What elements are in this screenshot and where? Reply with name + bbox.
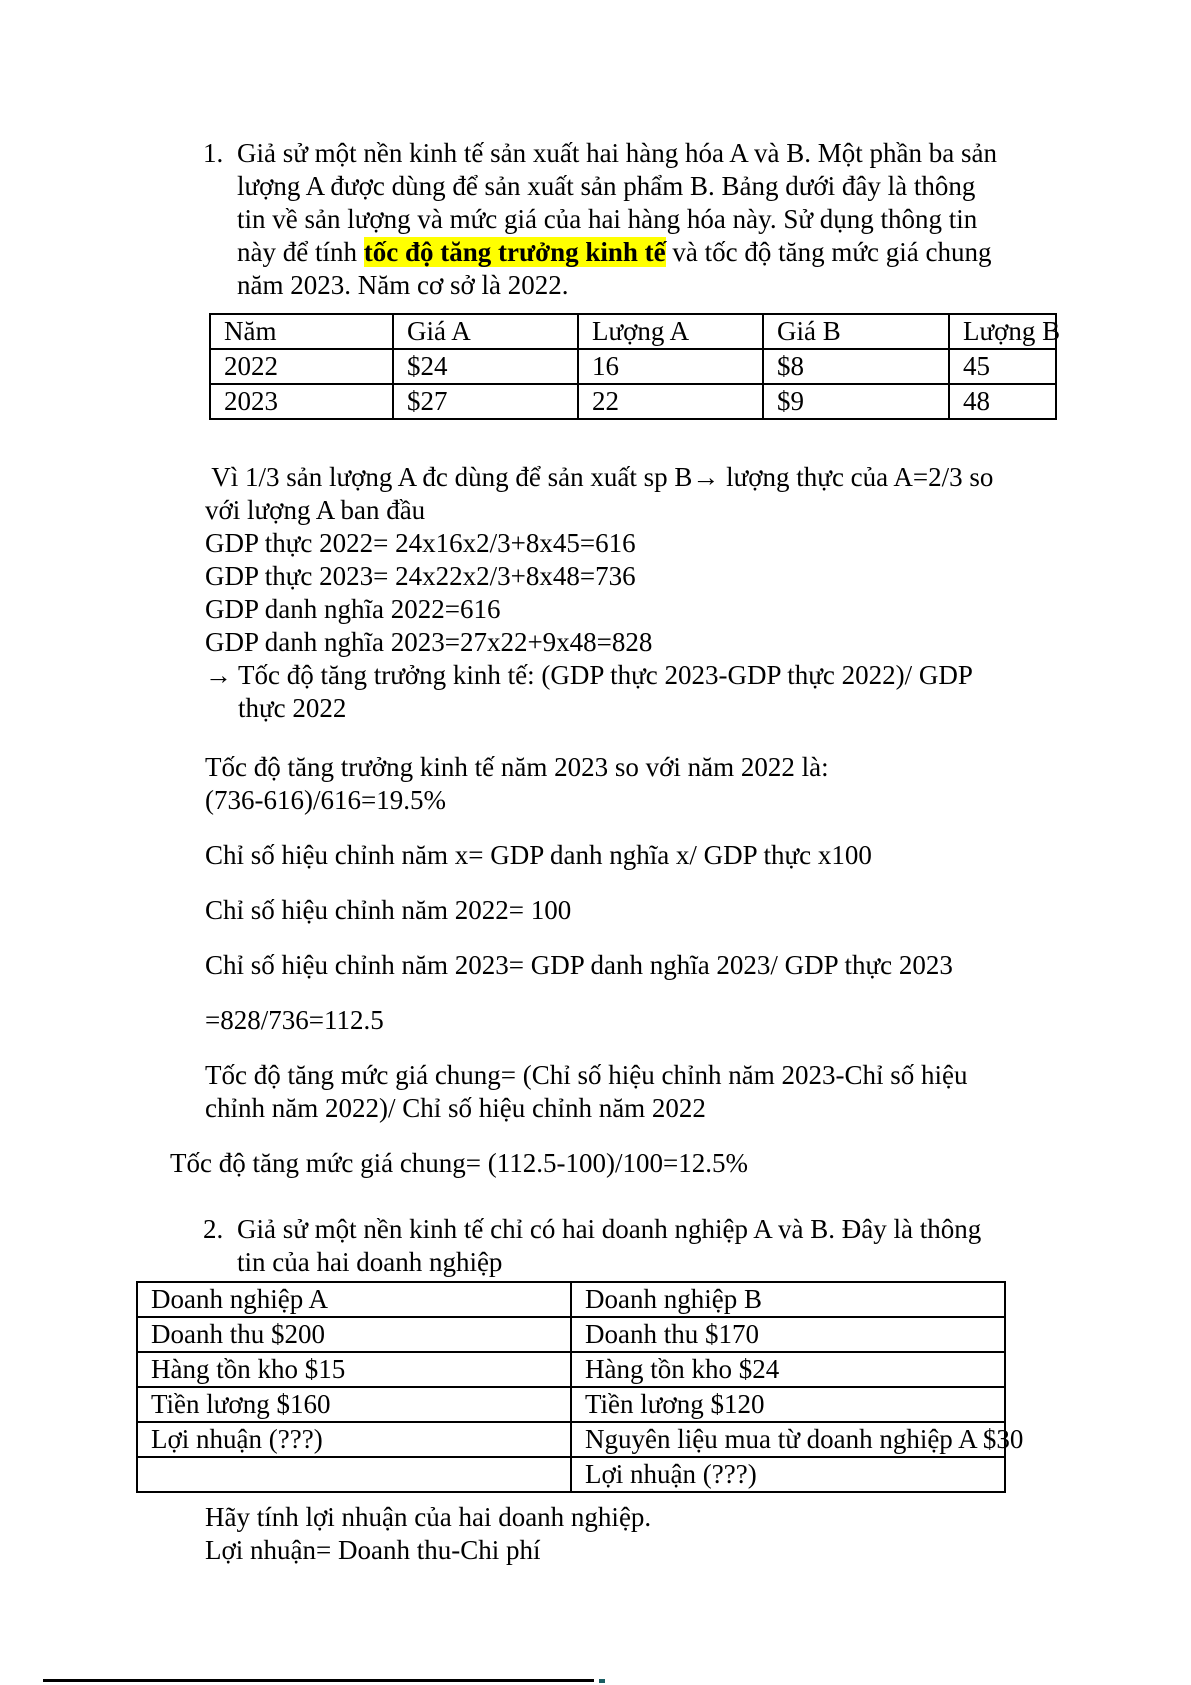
revenue-row: [137, 1317, 1005, 1352]
gdp-real-2023: GDP thực 2023= 24x22x2/3+8x48=736: [205, 561, 636, 591]
problem-1-line-5: năm 2023. Năm cơ sở là 2022.: [237, 270, 569, 300]
cell-year: 2023: [210, 384, 393, 419]
deflator-2023: Chỉ số hiệu chỉnh năm 2023= GDP danh nghĩa 2023/ GDP thực 2023: [205, 950, 953, 980]
table-row-2022: [210, 349, 1056, 384]
price-growth-formula: [205, 1059, 1191, 1125]
firm-a-profit: Lợi nhuận (???): [137, 1422, 571, 1457]
firm-b-inventory: Hàng tồn kho $24: [571, 1352, 1005, 1387]
cell-price-a: $24: [393, 349, 578, 384]
highlighted-phrase: tốc độ tăng trưởng kinh tế: [363, 237, 666, 267]
gdp-real-2022: GDP thực 2022= 24x16x2/3+8x45=616: [205, 528, 636, 558]
firms-header-row: [137, 1282, 1005, 1317]
cell-qty-a: 22: [578, 384, 763, 419]
profit-materials-row: [137, 1422, 1005, 1457]
problem-1-number: 1.: [203, 138, 224, 168]
profit-row: [137, 1457, 1005, 1492]
deflator-formula: Chỉ số hiệu chỉnh năm x= GDP danh nghĩa x/ GDP thực x100: [205, 840, 872, 870]
problem-1-line-3: tin về sản lượng và mức giá của hai hàng hóa này. Sử dụng thông tin: [237, 204, 978, 234]
problem-2: [203, 1213, 1191, 1279]
problem-2-number: 2.: [203, 1214, 224, 1244]
cell-qty-a: 16: [578, 349, 763, 384]
firm-a-revenue: Doanh thu $200: [137, 1317, 571, 1352]
cell-qty-b: 48: [949, 384, 1056, 419]
gdp-nominal-2022: GDP danh nghĩa 2022=616: [205, 594, 501, 624]
remark-line-2: với lượng A ban đầu: [205, 495, 426, 525]
problem-2-line-2: tin của hai doanh nghiệp: [237, 1247, 503, 1277]
firm-b-wages: Tiền lương $120: [571, 1387, 1005, 1422]
problem-2-line-1: Giả sử một nền kinh tế chỉ có hai doanh nghiệp A và B. Đây là thông: [237, 1214, 982, 1244]
firms-table: [136, 1281, 1024, 1493]
outro-line-2: Lợi nhuận= Doanh thu-Chi phí: [205, 1535, 541, 1565]
arrow-icon: →: [205, 660, 232, 690]
price-growth-formula-line-1: Tốc độ tăng mức giá chung= (Chỉ số hiệu chỉnh năm 2023-Chỉ số hiệu: [205, 1060, 968, 1090]
firm-a-wages: Tiền lương $160: [137, 1387, 571, 1422]
firm-b-revenue: Doanh thu $170: [571, 1317, 1005, 1352]
firm-b-header: Doanh nghiệp B: [571, 1282, 1005, 1317]
outro-line-1: Hãy tính lợi nhuận của hai doanh nghiệp.: [205, 1502, 652, 1532]
problem-1-text: [237, 137, 997, 302]
solution-remark: [205, 461, 1191, 527]
table-row-2023: [210, 384, 1056, 419]
table-header-row: [210, 314, 1056, 349]
growth-formula-line-2: thực 2022: [238, 693, 347, 723]
cell-price-b: $9: [763, 384, 949, 419]
problem-2-outro: [205, 1501, 1191, 1567]
firm-b-profit: Lợi nhuận (???): [571, 1457, 1005, 1492]
line-4-suffix: và tốc độ tăng mức giá chung: [665, 237, 992, 267]
firm-a-header: Doanh nghiệp A: [137, 1282, 571, 1317]
empty-cell: [137, 1457, 571, 1492]
cell-price-a: $27: [393, 384, 578, 419]
cell-year: 2022: [210, 349, 393, 384]
header-cell-nam: Năm: [210, 314, 393, 349]
remark-line-1: Vì 1/3 sản lượng A đc dùng để sản xuất sp B→ lượng thực của A=2/3 so: [205, 462, 994, 492]
header-cell-gia-a: Giá A: [393, 314, 578, 349]
growth-formula-text: [238, 659, 973, 725]
deflator-2022: Chỉ số hiệu chỉnh năm 2022= 100: [205, 895, 572, 925]
problem-1-line-4: [237, 236, 997, 269]
header-cell-luong-b: Lượng B: [949, 314, 1056, 349]
price-quantity-table: [209, 313, 1061, 420]
inventory-row: [137, 1352, 1005, 1387]
cell-price-b: $8: [763, 349, 949, 384]
footnote-separator: [43, 1679, 594, 1682]
problem-1-line-1: Giả sử một nền kinh tế sản xuất hai hàng hóa A và B. Một phần ba sản: [237, 138, 998, 168]
growth-result-line-1: Tốc độ tăng trưởng kinh tế năm 2023 so với năm 2022 là:: [205, 752, 829, 782]
price-growth-formula-line-2: chỉnh năm 2022)/ Chỉ số hiệu chỉnh năm 2022: [205, 1093, 706, 1123]
footnote-mark: [599, 1679, 605, 1683]
wages-row: [137, 1387, 1005, 1422]
growth-formula: [205, 659, 1191, 725]
firm-a-inventory: Hàng tồn kho $15: [137, 1352, 571, 1387]
firm-b-materials: Nguyên liệu mua từ doanh nghiệp A $30: [571, 1422, 1005, 1457]
growth-formula-line-1: Tốc độ tăng trưởng kinh tế: (GDP thực 2023-GDP thực 2022)/ GDP: [238, 660, 973, 690]
problem-1: [203, 137, 1191, 302]
growth-result: [205, 751, 1191, 817]
cell-qty-b: 45: [949, 349, 1056, 384]
growth-result-line-2: (736-616)/616=19.5%: [205, 785, 446, 815]
header-cell-gia-b: Giá B: [763, 314, 949, 349]
deflator-2023-result: =828/736=112.5: [205, 1005, 384, 1035]
gdp-nominal-2023: GDP danh nghĩa 2023=27x22+9x48=828: [205, 627, 653, 657]
line-4-prefix: này để tính: [237, 237, 364, 267]
price-growth-result: Tốc độ tăng mức giá chung= (112.5-100)/100=12.5%: [170, 1148, 748, 1178]
header-cell-luong-a: Lượng A: [578, 314, 763, 349]
problem-1-line-2: lượng A được dùng để sản xuất sản phẩm B. Bảng dưới đây là thông: [237, 171, 976, 201]
gdp-calculations: [205, 527, 1191, 659]
problem-2-text: [237, 1213, 981, 1279]
